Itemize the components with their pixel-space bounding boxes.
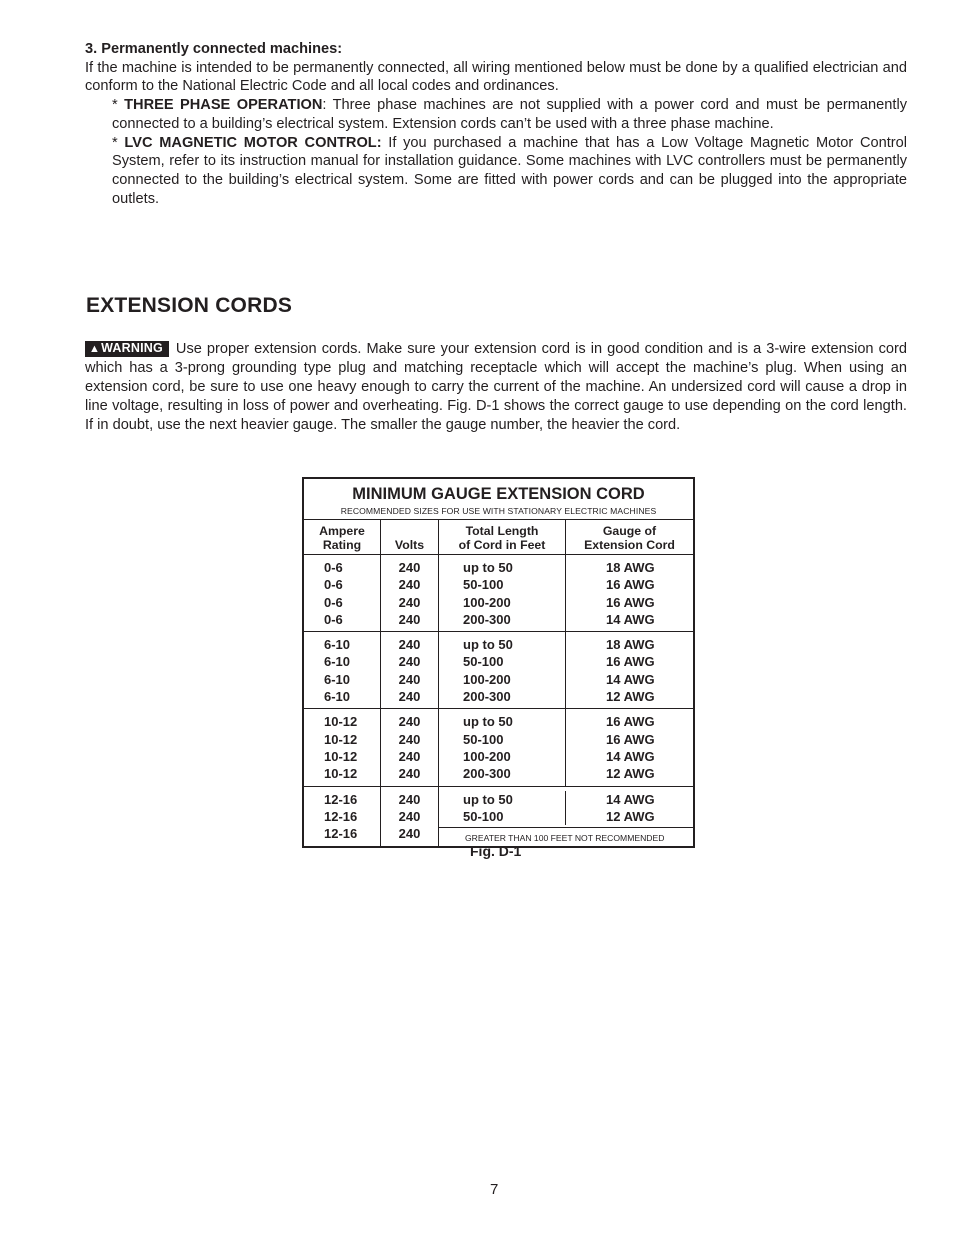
cell: 10-12	[324, 714, 358, 730]
cell: 14 AWG	[606, 611, 655, 627]
cell: 0-6	[324, 611, 343, 627]
cell: 0-6	[324, 560, 343, 575]
cell: 240	[398, 766, 421, 782]
cell: up to 50	[463, 637, 513, 653]
header-ampere	[304, 520, 381, 554]
section-intro: If the machine is intended to be permanently connected, all wiring mentioned below must be done by a qualified electrician and conform to the National Electric Code and all local codes and ordinances.	[85, 59, 907, 95]
table-subtitle: RECOMMENDED SIZES FOR USE WITH STATIONARY ELECTRIC MACHINES	[304, 503, 693, 520]
warning-badge	[85, 341, 169, 357]
header-gauge	[566, 520, 693, 554]
page-number: 7	[490, 1181, 499, 1198]
table-group	[304, 555, 693, 632]
length-column	[439, 555, 566, 631]
bullet-text: : Three phase machines are not supplied with a power cord and must be permanently connected to a building’s electrical system. Extension cords can’t be used with a three phase machine.	[112, 97, 907, 132]
cell: 100-200	[463, 748, 511, 764]
cell: 10-12	[324, 766, 358, 782]
header-length	[439, 520, 566, 554]
header-length-line1: Total Length	[465, 524, 539, 538]
header-length-line2: of Cord in Feet	[458, 538, 546, 552]
cell: 6-10	[324, 671, 351, 687]
length-column	[439, 791, 566, 826]
warning-text: Use proper extension cords. Make sure your extension cord is in good condition and is a 3-wire extension cord which has a 3-prong grounding type plug and matching receptacle which will accept the machine’s plug. When using an extension cord, be sure to use one heavy enough to carry the current of the machine. An undersized cord will cause a drop in line voltage, resulting in loss of power and overheating. Fig. D-1 shows the correct gauge to use depending on the cord length. If in doubt, use the next heavier gauge. The smaller the gauge number, the heavier the cord.	[85, 341, 907, 433]
cell: 200-300	[463, 766, 511, 782]
gauge-column	[566, 791, 693, 826]
header-volts-label: Volts	[394, 538, 425, 552]
length-column	[439, 632, 566, 708]
amps-column	[304, 555, 381, 631]
warning-label: WARNING	[101, 341, 163, 355]
cell: 240	[398, 637, 421, 653]
cell: 240	[398, 611, 421, 627]
cell: 18 AWG	[606, 560, 655, 575]
extension-cords-title: EXTENSION CORDS	[86, 294, 293, 317]
bullet-text: If you purchased a machine that has a Low Voltage Magnetic Motor Control System, refer to its instruction manual for installation guidance. Some machines with LVC controllers must be permanently connected to the building’s electrical system. Some are fitted with power cords and can be plugged into the appropriate outlets.	[112, 134, 908, 207]
cell: 12 AWG	[606, 808, 655, 824]
cell: 12 AWG	[606, 766, 655, 782]
cell: 240	[398, 808, 421, 824]
cell: 16 AWG	[606, 577, 655, 593]
warning-paragraph	[85, 340, 907, 435]
cell: 50-100	[463, 654, 504, 670]
cell: 0-6	[324, 577, 343, 593]
amps-column	[304, 632, 381, 708]
bullet-star: *	[112, 97, 118, 114]
length-column	[439, 709, 566, 785]
cell: 240	[398, 826, 421, 842]
cell: 6-10	[324, 637, 351, 653]
cell: 50-100	[463, 577, 504, 593]
bullet-label: THREE PHASE OPERATION	[124, 97, 323, 114]
section-heading: 3. Permanently connected machines:	[85, 41, 343, 57]
cell: up to 50	[463, 791, 513, 807]
header-gauge-line2: Extension Cord	[584, 538, 675, 552]
cell: 16 AWG	[606, 594, 655, 610]
three-phase-bullet	[112, 96, 907, 133]
cell: 100-200	[463, 594, 511, 610]
cell: 240	[398, 689, 421, 705]
cell: 50-100	[463, 808, 504, 824]
cell: 240	[398, 594, 421, 610]
not-recommended-note: GREATER THAN 100 FEET NOT RECOMMENDED	[465, 833, 665, 844]
cell: 240	[398, 714, 421, 730]
lvc-bullet	[112, 134, 907, 209]
warning-triangle-icon: ▲	[89, 343, 101, 355]
header-ampere-line1: Ampere	[319, 524, 365, 538]
figure-caption: Fig. D-1	[470, 843, 522, 859]
cell: 240	[398, 654, 421, 670]
cell: 16 AWG	[606, 731, 655, 747]
cell: 10-12	[324, 731, 358, 747]
volts-column	[381, 555, 439, 631]
amps-column	[304, 787, 381, 847]
cell: 12-16	[324, 808, 358, 824]
bullet-star: *	[112, 134, 118, 151]
table-title: MINIMUM GAUGE EXTENSION CORD	[352, 485, 645, 503]
cell: 100-200	[463, 671, 511, 687]
volts-column	[381, 709, 439, 785]
cell: 6-10	[324, 654, 351, 670]
table-group	[304, 709, 693, 786]
cell: 16 AWG	[606, 714, 655, 730]
header-ampere-line2: Rating	[322, 538, 362, 552]
table-body	[304, 555, 693, 846]
permanent-connection-section	[85, 40, 907, 208]
cell: 12-16	[324, 791, 358, 807]
cell: 240	[398, 560, 421, 575]
cell: 6-10	[324, 689, 351, 705]
cell: 14 AWG	[606, 791, 655, 807]
cell: 14 AWG	[606, 671, 655, 687]
cell: 12-16	[324, 826, 358, 842]
cell: 14 AWG	[606, 748, 655, 764]
gauge-column	[566, 555, 693, 631]
cell: 200-300	[463, 689, 511, 705]
cell: 16 AWG	[606, 654, 655, 670]
cell: 200-300	[463, 611, 511, 627]
header-gauge-line1: Gauge of	[602, 524, 657, 538]
cell: 240	[398, 791, 421, 807]
table-header-row	[304, 520, 693, 555]
volts-column	[381, 787, 439, 847]
bullet-label: LVC MAGNETIC MOTOR CONTROL:	[124, 134, 382, 151]
gauge-table	[302, 477, 695, 848]
cell: 240	[398, 731, 421, 747]
cell: 240	[398, 748, 421, 764]
table-group-last	[304, 787, 693, 847]
volts-column	[381, 632, 439, 708]
cell: up to 50	[463, 560, 513, 575]
header-volts	[381, 520, 439, 554]
last-group-right	[439, 787, 693, 847]
cell: 10-12	[324, 748, 358, 764]
cell: 240	[398, 671, 421, 687]
cell: 12 AWG	[606, 689, 655, 705]
cell: 50-100	[463, 731, 504, 747]
cell: 0-6	[324, 594, 343, 610]
amps-column	[304, 709, 381, 785]
cell: 18 AWG	[606, 637, 655, 653]
cell: up to 50	[463, 714, 513, 730]
gauge-column	[566, 632, 693, 708]
cell: 240	[398, 577, 421, 593]
table-group	[304, 632, 693, 709]
gauge-column	[566, 709, 693, 785]
last-group-rows	[439, 787, 693, 829]
